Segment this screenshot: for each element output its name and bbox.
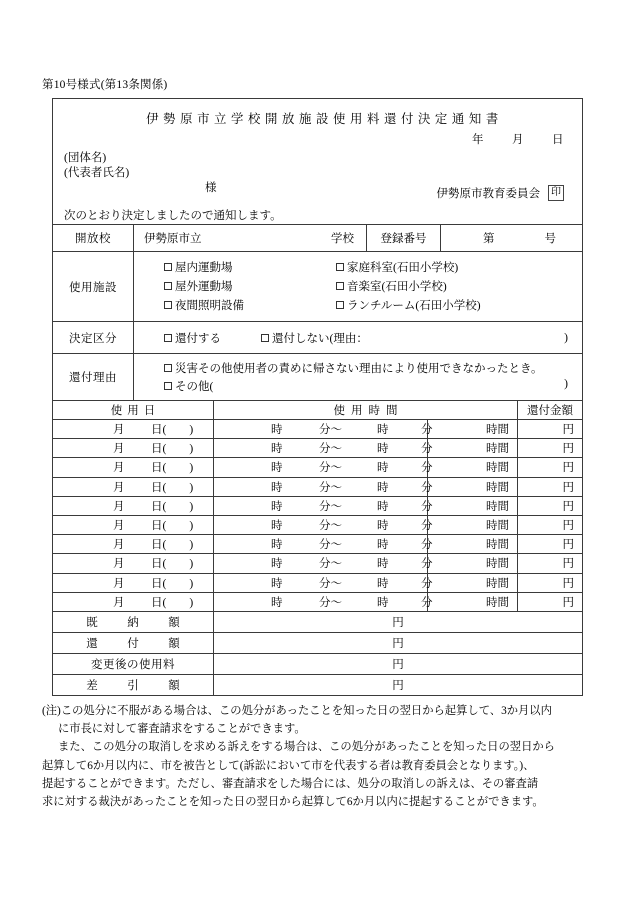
usage-date-cell[interactable] [53,420,213,438]
usage-hours-cell[interactable]: 時間 [427,554,517,572]
day-label: 日( ) [151,577,194,590]
usage-time-cell[interactable] [213,516,433,534]
summary-row[interactable] [53,653,582,674]
summary-row-value[interactable]: 円 [213,675,582,695]
school-row [53,224,582,251]
start-hour-label: 時 [271,481,283,494]
usage-date-cell[interactable] [53,535,213,553]
usage-header-amount: 還付金額 [517,401,582,419]
usage-time-cell[interactable] [213,574,433,592]
end-minute-label: 分 [421,424,433,437]
end-minute-label: 分 [421,443,433,456]
month-label: 月 [113,539,125,552]
usage-date-cell[interactable] [53,478,213,496]
start-minute-label: 分～ [319,500,342,513]
start-hour-label: 時 [271,596,283,609]
start-hour-label: 時 [271,577,283,590]
summary-row-label: 還 付 額 [86,637,189,650]
summary-row-label: 差 引 額 [86,679,189,692]
usage-amount-cell[interactable]: 円 [517,497,582,515]
end-minute-label: 分 [421,481,433,494]
summary-row-value[interactable]: 円 [213,654,582,674]
start-hour-label: 時 [271,500,283,513]
end-hour-label: 時 [377,520,389,533]
city-prefix: 伊勢原市立 [144,233,202,245]
end-hour-label: 時 [377,424,389,437]
usage-hours-cell[interactable]: 時間 [427,516,517,534]
usage-amount-cell[interactable]: 円 [517,420,582,438]
usage-date-cell[interactable] [53,554,213,572]
decision-option-no-refund-label: 還付しない(理由： [272,332,368,345]
start-hour-label: 時 [271,424,283,437]
end-minute-label: 分 [421,558,433,571]
usage-hours-cell[interactable]: 時間 [427,439,517,457]
decision-option-refund-label: 還付する [175,332,221,345]
table-row[interactable] [53,457,582,476]
day-label: 日( ) [151,596,194,609]
day-label: 日( ) [151,500,194,513]
end-minute-label: 分 [421,596,433,609]
day-label: 日( ) [151,481,194,494]
summary-row-value[interactable]: 円 [213,612,582,632]
day-label: 日( ) [151,462,194,475]
start-minute-label: 分～ [319,558,342,571]
start-minute-label: 分～ [319,520,342,533]
day-label: 日( ) [151,443,194,456]
facility-option[interactable] [336,260,481,276]
day-label: 日( ) [151,424,194,437]
start-hour-label: 時 [271,520,283,533]
end-minute-label: 分 [421,500,433,513]
note-1 [42,702,588,738]
checkbox-icon[interactable] [164,282,172,290]
table-row[interactable] [53,496,582,515]
usage-header-date: 使用日 [110,405,161,417]
facility-options-right [336,260,481,321]
end-hour-label: 時 [377,443,389,456]
end-hour-label: 時 [377,558,389,571]
reason-row [53,353,582,400]
usage-date-cell[interactable] [53,439,213,457]
usage-hours-cell[interactable]: 時間 [427,593,517,611]
usage-time-cell[interactable] [213,535,433,553]
checkbox-icon[interactable] [164,382,172,390]
month-label: 月 [113,520,125,533]
table-row[interactable] [53,573,582,592]
month-label: 月 [113,500,125,513]
note-1-lead: (注)この処分に不服がある場合は、この処分があったことを知った日の翌日から起算して、3か月以内 [42,705,552,717]
usage-hours-cell[interactable]: 時間 [427,497,517,515]
start-minute-label: 分～ [319,539,342,552]
table-row[interactable] [53,419,582,438]
summary-table [53,611,582,695]
registration-number-field[interactable] [440,225,582,251]
summary-row[interactable] [53,611,582,632]
reason-options [133,354,582,400]
end-hour-label: 時 [377,462,389,475]
dai-label: 第 [483,233,495,245]
end-minute-label: 分 [421,462,433,475]
month-label: 月 [113,596,125,609]
facility-option[interactable] [164,279,336,295]
day-label: 日( ) [151,558,194,571]
table-row[interactable] [53,438,582,457]
start-hour-label: 時 [271,462,283,475]
day-label: 日 [552,134,564,146]
usage-amount-cell[interactable]: 円 [517,593,582,611]
checkbox-icon[interactable] [336,301,344,309]
reason-option-other[interactable] [164,378,582,396]
usage-amount-cell[interactable]: 円 [517,574,582,592]
end-minute-label: 分 [421,520,433,533]
form-number: 第10号様式(第13条関係) [42,79,168,91]
form-frame [52,98,583,696]
school-suffix: 学校 [331,233,354,245]
checkbox-icon[interactable] [164,263,172,271]
decision-option-no-refund[interactable] [261,330,368,346]
table-row[interactable] [53,553,582,572]
facility-option-label: 夜間照明設備 [175,300,244,312]
honorific-label: 様 [205,182,217,194]
month-label: 月 [113,424,125,437]
summary-row-label: 既 納 額 [86,616,189,629]
usage-hours-cell[interactable]: 時間 [427,420,517,438]
month-label: 月 [113,481,125,494]
usage-date-cell[interactable] [53,593,213,611]
facility-option-label: ランチルーム(石田小学校) [347,300,481,312]
start-minute-label: 分～ [319,577,342,590]
checkbox-icon[interactable] [336,282,344,290]
facility-option[interactable] [164,260,336,276]
decision-option-refund[interactable] [164,330,221,346]
registration-number-label: 登録番号 [366,225,440,251]
note-1-cont: に市長に対して審査請求をすることができます。 [58,723,306,736]
start-minute-label: 分～ [319,443,342,456]
checkbox-icon[interactable] [336,263,344,271]
summary-row[interactable] [53,632,582,653]
usage-time-cell[interactable] [213,439,433,457]
usage-hours-cell[interactable]: 時間 [427,535,517,553]
end-minute-label: 分 [421,539,433,552]
facility-option[interactable] [336,279,481,295]
date-line [472,131,564,147]
start-minute-label: 分～ [319,596,342,609]
decision-options [133,322,582,353]
facility-option-label: 音楽室(石田小学校) [347,281,447,293]
checkbox-icon[interactable] [164,364,172,372]
representative-name-label: (代表者氏名) [64,167,130,179]
usage-date-cell[interactable] [53,516,213,534]
day-label: 日( ) [151,539,194,552]
lead-text: 次のとおり決定しましたので通知します。 [64,210,282,222]
usage-amount-cell[interactable]: 円 [517,516,582,534]
month-label: 月 [113,443,125,456]
party-name-label: (団体名) [64,152,107,164]
usage-amount-cell[interactable]: 円 [517,478,582,496]
facility-option[interactable] [164,298,336,314]
issuer-name: 伊勢原市教育委員会 [436,188,540,200]
checkbox-icon[interactable] [261,334,269,342]
table-row[interactable] [53,592,582,611]
note-2-line-4: 求に対する裁決があったことを知った日の翌日から起算して6か月以内に提起することができます。 [42,796,544,809]
usage-date-cell[interactable] [53,458,213,476]
usage-amount-cell[interactable]: 円 [517,535,582,553]
facility-options [133,252,582,321]
table-row[interactable] [53,534,582,553]
usage-amount-cell[interactable]: 円 [517,458,582,476]
usage-table-header [53,400,582,419]
facility-option-label: 家庭科室(石田小学校) [347,262,459,274]
start-minute-label: 分～ [319,481,342,494]
start-minute-label: 分～ [319,424,342,437]
summary-row-value[interactable]: 円 [213,633,582,653]
notes-block [42,702,588,811]
usage-header-time: 使用時間 [213,401,517,419]
table-row[interactable] [53,515,582,534]
usage-amount-cell[interactable]: 円 [517,554,582,572]
note-2-line-1: また、この処分の取消しを求める訴えをする場合は、この処分があったことを知った日の翌日から [58,741,555,754]
facility-option-label: 屋外運動場 [175,281,233,293]
summary-row[interactable] [53,674,582,695]
usage-time-cell[interactable] [213,593,433,611]
school-row-label: 開放校 [75,233,111,245]
end-hour-label: 時 [377,596,389,609]
end-hour-label: 時 [377,577,389,590]
usage-amount-cell[interactable]: 円 [517,439,582,457]
facility-option[interactable] [336,298,481,314]
note-2-line-2: 起算して6か月以内に、市を被告として(訴訟において市を代表する者は教育委員会となります。)、 [42,759,535,772]
month-label: 月 [113,558,125,571]
school-name-field[interactable] [133,225,366,251]
year-label: 年 [472,134,484,146]
reason-row-label: 還付理由 [69,372,117,384]
reason-option-disaster[interactable] [164,360,582,378]
issuer-block [437,185,565,201]
gou-label: 号 [544,233,556,245]
usage-table-body [53,419,582,611]
start-hour-label: 時 [271,558,283,571]
month-label: 月 [113,577,125,590]
decision-row-label: 決定区分 [69,332,117,345]
start-minute-label: 分～ [319,462,342,475]
usage-time-cell[interactable] [213,420,433,438]
reason-close-paren: ) [564,378,568,390]
usage-hours-cell[interactable]: 時間 [427,478,517,496]
decision-row [53,321,582,353]
reason-option-other-label: その他( [175,381,214,393]
month-label: 月 [512,134,524,146]
month-label: 月 [113,462,125,475]
page-title: 伊勢原市立学校開放施設使用料還付決定通知書 [146,112,503,126]
usage-time-cell[interactable] [213,497,433,515]
start-hour-label: 時 [271,443,283,456]
seal-icon: 印 [548,185,564,201]
facility-options-left [164,260,336,321]
usage-date-cell[interactable] [53,497,213,515]
checkbox-icon[interactable] [164,301,172,309]
facility-row [53,251,582,321]
facility-option-label: 屋内運動場 [175,262,233,274]
usage-hours-cell[interactable]: 時間 [427,458,517,476]
reason-option-disaster-label: 災害その他使用者の責めに帰さない理由により使用できなかったとき。 [175,363,543,375]
usage-time-cell[interactable] [213,478,433,496]
end-hour-label: 時 [377,539,389,552]
note-2 [42,738,588,811]
decision-close-paren: ) [564,331,568,344]
facility-row-label: 使用施設 [69,281,117,294]
start-hour-label: 時 [271,539,283,552]
form-header [53,99,582,224]
table-row[interactable] [53,477,582,496]
usage-hours-cell[interactable]: 時間 [427,574,517,592]
note-2-line-3: 提起することができます。ただし、審査請求をした場合には、処分の取消しの訴えは、その審査請 [42,777,539,790]
checkbox-icon[interactable] [164,334,172,342]
summary-row-label: 変更後の使用料 [91,658,175,671]
usage-time-cell[interactable] [213,458,433,476]
end-hour-label: 時 [377,481,389,494]
end-minute-label: 分 [421,577,433,590]
day-label: 日( ) [151,520,194,533]
usage-time-cell[interactable] [213,554,433,572]
end-hour-label: 時 [377,500,389,513]
usage-date-cell[interactable] [53,574,213,592]
